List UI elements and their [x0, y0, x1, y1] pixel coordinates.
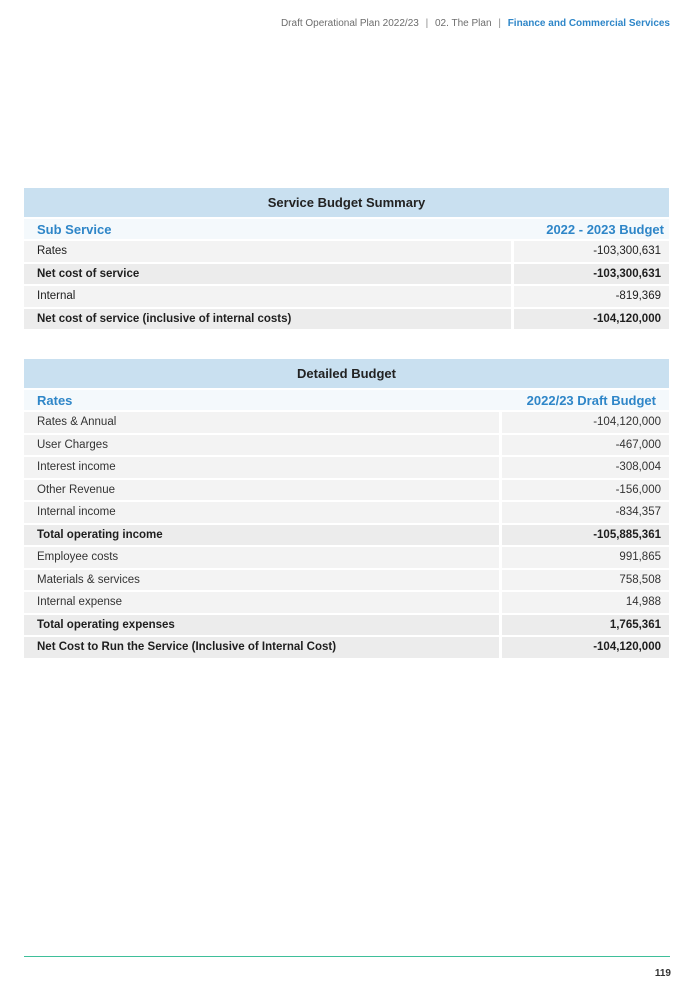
row-label: Materials & services — [24, 570, 502, 591]
table-title: Detailed Budget — [24, 359, 669, 388]
table-row — [24, 525, 669, 546]
service-budget-summary-table — [24, 186, 669, 331]
table-caption-row — [24, 359, 669, 388]
row-label: Total operating expenses — [24, 615, 502, 636]
row-value: -103,300,631 — [514, 264, 669, 285]
detailed-rows — [24, 412, 669, 658]
row-label: Net Cost to Run the Service (Inclusive of Internal Cost) — [24, 637, 502, 658]
table-row — [24, 457, 669, 478]
row-value: -156,000 — [502, 480, 669, 501]
row-value: -103,300,631 — [514, 241, 669, 262]
row-value: -105,885,361 — [502, 525, 669, 546]
row-label: Internal income — [24, 502, 502, 523]
table-row — [24, 637, 669, 658]
row-value: -467,000 — [502, 435, 669, 456]
running-header — [281, 18, 670, 29]
header-part: 02. The Plan — [435, 18, 492, 29]
row-label: Employee costs — [24, 547, 502, 568]
row-value: 14,988 — [502, 592, 669, 613]
table-row — [24, 435, 669, 456]
row-value: -308,004 — [502, 457, 669, 478]
row-label: Internal expense — [24, 592, 502, 613]
row-value: -104,120,000 — [502, 412, 669, 433]
document-title: Draft Operational Plan 2022/23 — [280, 18, 419, 29]
detailed-budget-table — [24, 357, 669, 660]
row-label: Total operating income — [24, 525, 502, 546]
table-title: Service Budget Summary — [24, 188, 669, 217]
header-separator: | — [498, 18, 501, 29]
table-row — [24, 615, 669, 636]
table-row — [24, 547, 669, 568]
table-header-row — [24, 390, 669, 410]
row-label: User Charges — [24, 435, 502, 456]
row-value: -819,369 — [514, 286, 669, 307]
table-row — [24, 286, 669, 307]
table-header-row — [24, 219, 669, 239]
row-value: -104,120,000 — [502, 637, 669, 658]
row-label: Internal — [24, 286, 514, 307]
table-row — [24, 241, 669, 262]
row-value: -104,120,000 — [514, 309, 669, 330]
row-value: 991,865 — [502, 547, 669, 568]
header-section: Finance and Commercial Services — [507, 18, 670, 29]
row-label: Net cost of service (inclusive of internal costs) — [24, 309, 514, 330]
row-label: Interest income — [24, 457, 502, 478]
table-row — [24, 480, 669, 501]
table-row — [24, 592, 669, 613]
table-row — [24, 264, 669, 285]
table-row — [24, 309, 669, 330]
column-header-rates: Rates — [24, 390, 502, 410]
row-label: Net cost of service — [24, 264, 514, 285]
row-label: Other Revenue — [24, 480, 502, 501]
row-value: 758,508 — [502, 570, 669, 591]
summary-rows — [24, 241, 669, 329]
row-label: Rates & Annual — [24, 412, 502, 433]
page-number: 119 — [654, 968, 671, 979]
header-separator: | — [425, 18, 429, 29]
column-header-sub-service: Sub Service — [24, 219, 514, 239]
table-row — [24, 502, 669, 523]
row-value: -834,357 — [502, 502, 669, 523]
column-header-budget: 2022 - 2023 Budget — [514, 219, 669, 239]
row-value: 1,765,361 — [502, 615, 669, 636]
column-header-draft-budget: 2022/23 Draft Budget — [502, 390, 669, 410]
table-row — [24, 570, 669, 591]
table-caption-row — [24, 188, 669, 217]
row-label: Rates — [24, 241, 514, 262]
footer-rule — [24, 956, 670, 957]
table-row — [24, 412, 669, 433]
